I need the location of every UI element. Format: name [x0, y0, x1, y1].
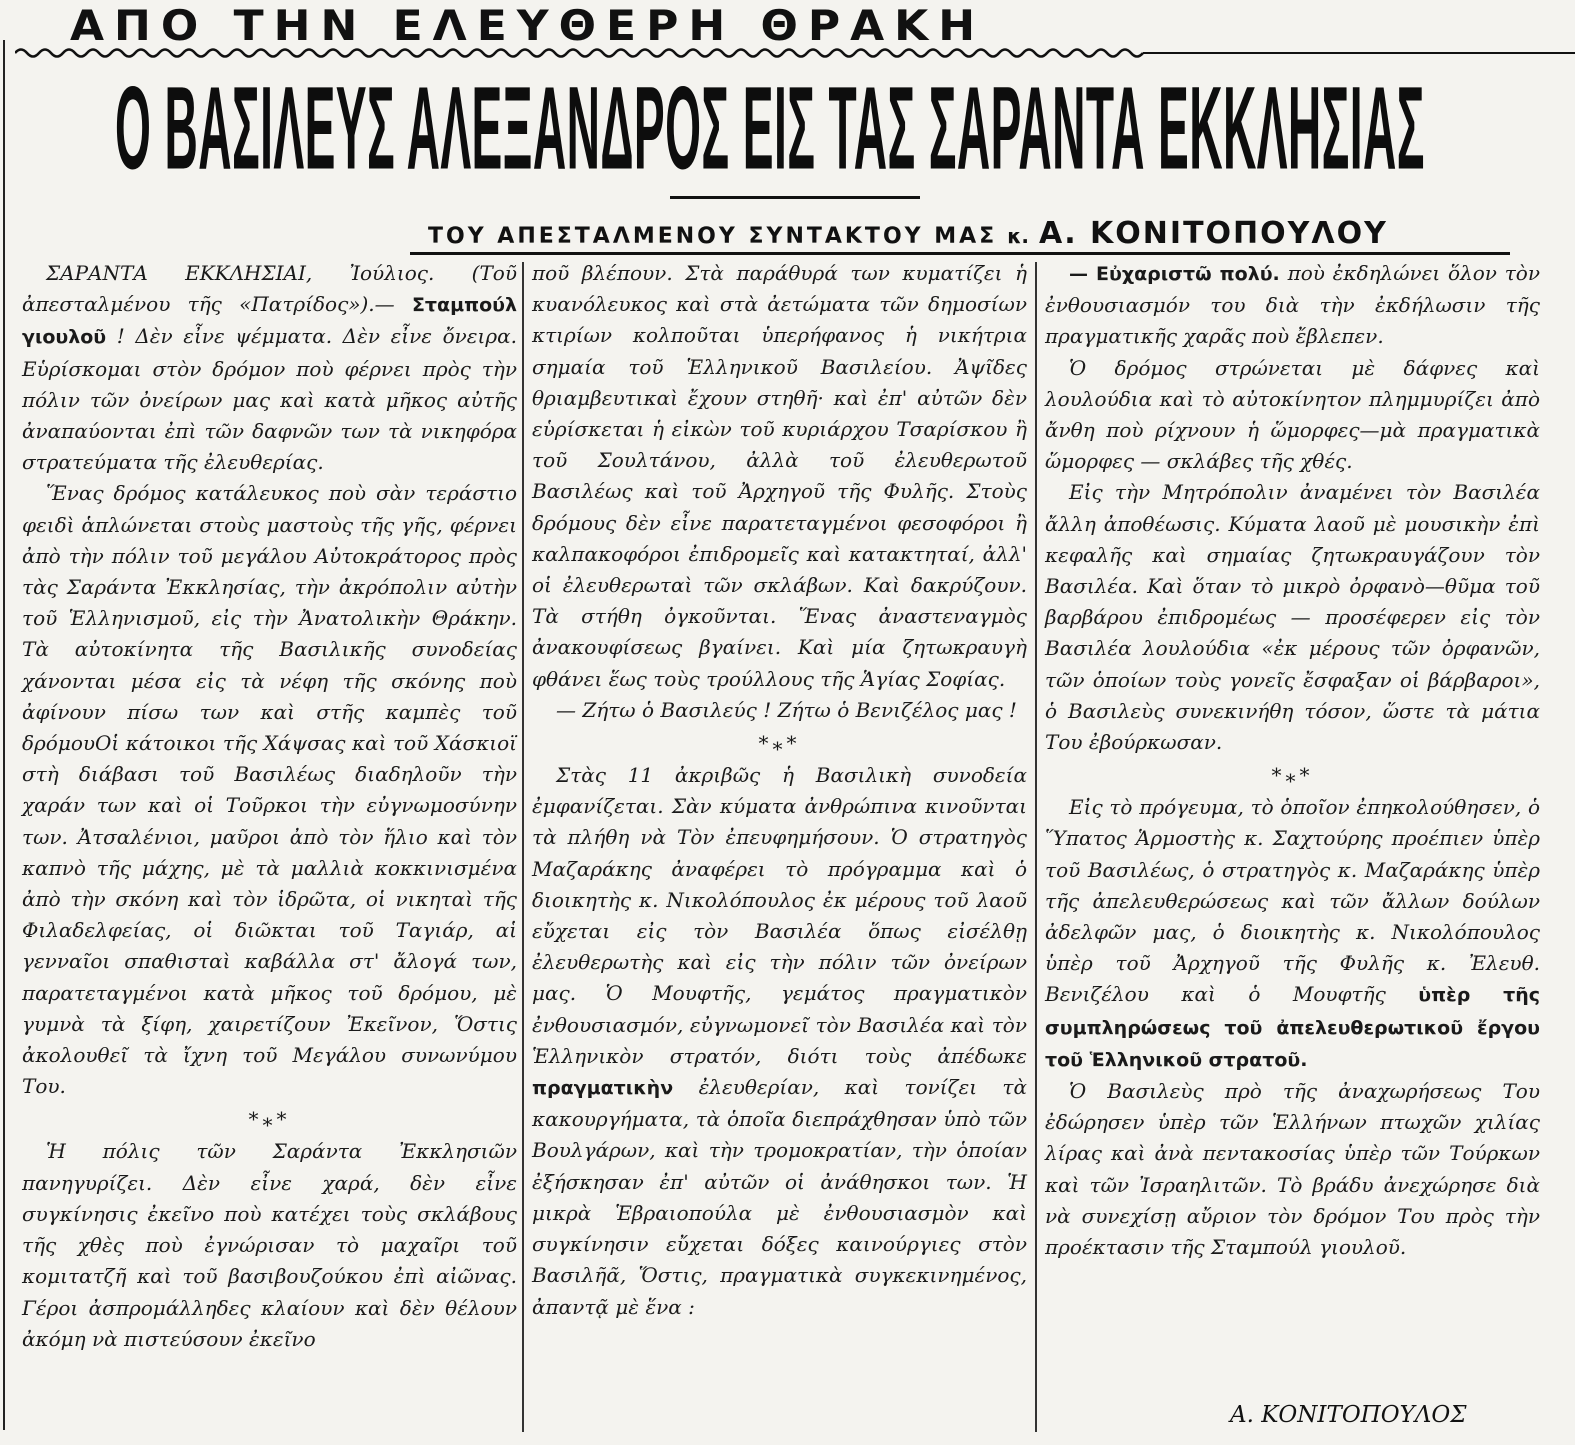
paragraph-text: Στὰς 11 ἀκριβῶς ἡ Βασιλικὴ συνοδεία ἐμφανίζεται. Σὰν κύματα ἀνθρώπινα κινοῦνται τὰ πλήθη νὰ Τὸν ἐπευφημήσουν. Ὁ στρατηγὸς Μαζαράκης ἀναφέρει τὸ πρόγραμμα καὶ ὁ διοικητὴς κ. Νικολόπουλος ἐκ μέρους τοῦ λαοῦ εὔχεται εἰς τὸν Βασιλέα ὅπως εἰσέλθῃ ἐλευθερωτὴς καὶ εἰς τὴν πόλιν τῶν ὀνείρων μας. Ὁ Μουφτῆς, γεμάτος πραγματικὸν ἐνθουσιασμόν, εὐγνωμονεῖ τὸν Βασιλέα καὶ τὸν Ἑλληνικὸν στρατόν, διότι τοὺς ἀπέδωκε: [532, 763, 1027, 1068]
paragraph: [1045, 792, 1540, 1076]
byline-author: Α. ΚΟΝΙΤΟΠΟΥΛΟΥ: [1039, 216, 1388, 251]
column-separator: [522, 262, 524, 1432]
article-column-3: [1045, 258, 1540, 1263]
column-separator: [1035, 262, 1037, 1432]
paragraph: ποῦ βλέπουν. Στὰ παράθυρά των κυματίζει ἡ κυανόλευκος καὶ στὰ ἀετώματα τῶν δημοσίων κτιρίων κολποῦται ὑπερήφανος ἡ νικήτρια σημαία τοῦ Ἑλληνικοῦ Βασιλείου. Ἀψῖδες θριαμβευτικαὶ ἔχουν στηθῆ· καὶ ἐπ' αὐτῶν δὲν εὑρίσκεται ἡ εἰκὼν τοῦ κυριάρχου Τσαρίσκου ἢ τοῦ Σουλτάνου, ἀλλὰ τοῦ ἐλευθερωτοῦ Βασιλέως καὶ τοῦ Ἀρχηγοῦ τῆς Φυλῆς. Στοὺς δρόμους δὲν εἶνε παρατεταγμένοι φεσοφόροι ἢ καλπακοφόροι ἐπιδρομεῖς καὶ κατακτηταί, ἀλλ' οἱ ἐλευθερωταὶ τῶν σκλάβων. Καὶ δακρύζουν. Τὰ στήθη ὀγκοῦνται. Ἕνας ἀναστεναγμὸς ἀνακουφίσεως βγαίνει. Καὶ μία ζητωκραυγὴ φθάνει ἕως τοὺς τρούλλους τῆς Ἁγίας Σοφίας.: [532, 261, 1027, 691]
kicker-text: ΑΠΟ ΤΗΝ ΕΛΕΥΘΕΡΗ ΘΡΑΚΗ: [70, 2, 986, 51]
byline-honorific: κ.: [1007, 224, 1029, 248]
byline-prefix: ΤΟΥ ΑΠΕΣΤΑΛΜΕΝΟΥ ΣΥΝΤΑΚΤΟΥ ΜΑΣ: [428, 224, 998, 249]
byline: [428, 216, 1388, 252]
section-kicker: [15, 0, 1575, 70]
paragraph: [22, 258, 517, 478]
signature-author: Α. ΚΟΝΙΤΟΠΟΥΛΟΣ: [1230, 1402, 1467, 1428]
paragraph-text: ! Δὲν εἶνε ψέμματα. Δὲν εἶνε ὄνειρα. Εὑρίσκομαι στὸν δρόμον ποὺ φέρνει πρὸς τὴν πόλιν τῶν ὀνείρων μας καὶ κατὰ μῆκος αὐτῆς ἀναπαύονται ἐπὶ τῶν δαφνῶν των τὰ νικηφόρα στρατεύματα τῆς ἐλευθερίας.: [22, 324, 517, 475]
paragraph: [532, 760, 1027, 1323]
bold-phrase: Σταμπούλ γιουλοῦ: [22, 294, 518, 349]
article-column-1: [22, 258, 517, 1355]
paragraph: — Ζήτω ὁ Βασιλεύς ! Ζήτω ὁ Βενιζέλος μας !: [556, 697, 1017, 722]
bold-phrase: πραγματικὴν: [532, 1077, 674, 1100]
main-headline: Ο ΒΑΣΙΛΕΥΣ ΑΛΕΞΑΝΔΡΟΣ ΕΙΣ ΤΑΣ ΣΑΡΑΝΤΑ ΕΚΚΛΗΣΙΑΣ: [115, 62, 1425, 194]
section-break-stars: *⁎*: [758, 731, 801, 756]
paragraph: Ὁ Βασιλεὺς πρὸ τῆς ἀναχωρήσεως Του ἐδώρησεν ὑπὲρ τῶν Ἑλλήνων πτωχῶν χιλίας λίρας καὶ ἀνὰ πεντακοσίας ὑπὲρ τῶν Τούρκων καὶ τῶν Ἰσραηλιτῶν. Τὸ βράδυ ἀνεχώρησε διὰ νὰ συνεχίσῃ αὔριον τὸν δρόμον Του πρὸς τὴν προέκτασιν τῆς Σταμπούλ γιουλοῦ.: [1045, 1079, 1540, 1260]
paragraph-text: ἐλευθερίαν, καὶ τονίζει τὰ κακουργήματα, τὰ ὁποῖα διεπράχθησαν ὑπὸ τῶν Βουλγάρων, καὶ τὴν τρομοκρατίαν, τὴν ὁποίαν ἐξήσκησαν ἐπ' αὐτῶν οἱ ἀνάθησκοι των. Ἡ μικρὰ Ἑβραιοπούλα μὲ ἐνθουσιασμὸν καὶ συγκίνησιν εὔχεται δόξες καινούργιες στὸν Βασιλῆᾶ, Ὅστις, πραγματικὰ συγκεκινημένος, ἀπαντᾷ μὲ ἕνα :: [532, 1075, 1027, 1319]
article-column-2: [532, 258, 1027, 1323]
paragraph: Ἕνας δρόμος κατάλευκος ποὺ σὰν τεράστιο φειδὶ ἁπλώνεται στοὺς μαστοὺς τῆς γῆς, φέρνει ἀπὸ τὴν πόλιν τοῦ μεγάλου Αὐτοκράτορος πρὸς τὰς Σαράντα Ἐκκλησίας, τὴν ἀκρόπολιν αὐτὴν τοῦ Ἑλληνισμοῦ, εἰς τὴν Ἀνατολικὴν Θράκην. Τὰ αὐτοκίνητα τῆς Βασιλικῆς συνοδείας χάνονται μέσα εἰς τὰ νέφη τῆς σκόνης ποὺ ἀφίνουν πίσω των καὶ στῆς καμπὲς τοῦ δρόμουΟἱ κάτοικοι τῆς Χάψσας καὶ τοῦ Χάσκιοϊ στὴ διάβασι τοῦ Βασιλέως διαδηλοῦν τὴν χαράν των καὶ οἱ Τοῦρκοι τὴν εὐγνωμοσύνην των. Ἀτσαλένιοι, μαῦροι ἀπὸ τὸν ἥλιο καὶ τὸν καπνὸ τῆς μάχης, μὲ τὰ μαλλιὰ κοκκινισμένα ἀπὸ τὴν σκόνη καὶ τὸν ἱδρῶτα, οἱ νικηταὶ τῆς Φιλαδελφείας, οἱ διῶκται τοῦ Ταγιάρ, αἱ γενναῖοι σπαθισταὶ καβάλλα στ' ἄλογά των, παρατεταγμένοι κατὰ μῆκος τοῦ δρόμου, μὲ γυμνὰ τὰ ξίφη, χαιρετίζουν Ἐκεῖνον, Ὅστις ἀκολουθεῖ τὰ ἴχνη τοῦ Μεγάλου συνωνύμου Του.: [22, 481, 517, 1099]
bold-phrase: ὑπὲρ τῆς συμπληρώσεως τοῦ ἀπελευθερωτικοῦ ἔργου τοῦ Ἑλληνικοῦ στρατοῦ.: [1045, 984, 1540, 1071]
paragraph: [1045, 258, 1540, 353]
bold-phrase: — Εὐχαριστῶ πολύ.: [1069, 263, 1280, 285]
dateline: ΣΑΡΑΝΤΑ ΕΚΚΛΗΣΙΑΙ, Ἰούλιος. (Τοῦ ἀπεσταλμένου τῆς «Πατρίδος»).—: [22, 261, 517, 317]
headline-rule: [670, 196, 920, 199]
section-break-stars: *⁎*: [1271, 763, 1314, 788]
left-border-line: [3, 40, 5, 1430]
paragraph-text: Εἰς τὸ πρόγευμα, τὸ ὁποῖον ἐπηκολούθησεν, ὁ Ὕπατος Ἁρμοστὴς κ. Σαχτούρης προέπιεν ὑπὲρ τοῦ Βασιλέως, ὁ στρατηγὸς κ. Μαζαράκης ὑπὲρ τῆς ἀπελευθερώσεως καὶ τῶν ἄλλων δούλων ἀδελφῶν μας, ὁ διοικητὴς κ. Νικολόπουλος ὑπὲρ τοῦ Ἀρχηγοῦ τῆς Φυλῆς κ. Ἐλευθ. Βενιζέλου καὶ ὁ Μουφτῆς: [1045, 795, 1540, 1007]
paragraph: Ἡ πόλις τῶν Σαράντα Ἐκκλησιῶν πανηγυρίζει. Δὲν εἶνε χαρά, δὲν εἶνε συγκίνησις ἐκεῖνο ποὺ κατέχει τοὺς σκλάβους τῆς χθὲς ποὺ ἐγνώρισαν τὸ μαχαῖρι τοῦ κομιτατζῆ καὶ τοῦ βασιβουζούκου ἐπὶ αἰῶνας. Γέροι ἀσπρομάλληδες κλαίουν καὶ δὲν θέλουν ἀκόμη νὰ πιστεύσουν ἐκεῖνο: [22, 1139, 517, 1351]
section-break-stars: *⁎*: [248, 1107, 291, 1132]
paragraph: Εἰς τὴν Μητρόπολιν ἀναμένει τὸν Βασιλέα ἄλλη ἀποθέωσις. Κύματα λαοῦ μὲ μουσικὴν ἐπὶ κεφαλῆς καὶ σημαίας ζητωκραυγάζουν τὸν Βασιλέα. Καὶ ὅταν τὸ μικρὸ ὀρφανὸ—θῦμα τοῦ βαρβάρου ἐπιδρομέως — προσέφερεν εἰς τὸν Βασιλέα λουλούδια «ἐκ μέρους τῶν ὀρφανῶν, τῶν ὁποίων τοὺς γονεῖς ἔσφαξαν οἱ βάρβαροι», ὁ Βασιλεὺς συνεκινήθη τόσον, ὥστε τὰ μάτια Του ἐβούρκωσαν.: [1045, 480, 1540, 755]
paragraph: Ὁ δρόμος στρώνεται μὲ δάφνες καὶ λουλούδια καὶ τὸ αὐτοκίνητον πλημμυρίζει ἀπὸ ἄνθη ποὺ ρίχνουν ἡ ὥμορφες—μὰ πραγματικὰ ὥμορφες — σκλάβες τῆς χθές.: [1045, 355, 1540, 474]
byline-rule: [410, 252, 1510, 255]
paragraph-text: ποὺ ἐκδηλώνει ὅλον τὸν ἐνθουσιασμόν του διὰ τὴν ἐκδήλωσιν τῆς πραγματικῆς χαρᾶς ποὺ ἔβλεπεν.: [1045, 261, 1540, 349]
wavy-underline: [15, 46, 1575, 60]
